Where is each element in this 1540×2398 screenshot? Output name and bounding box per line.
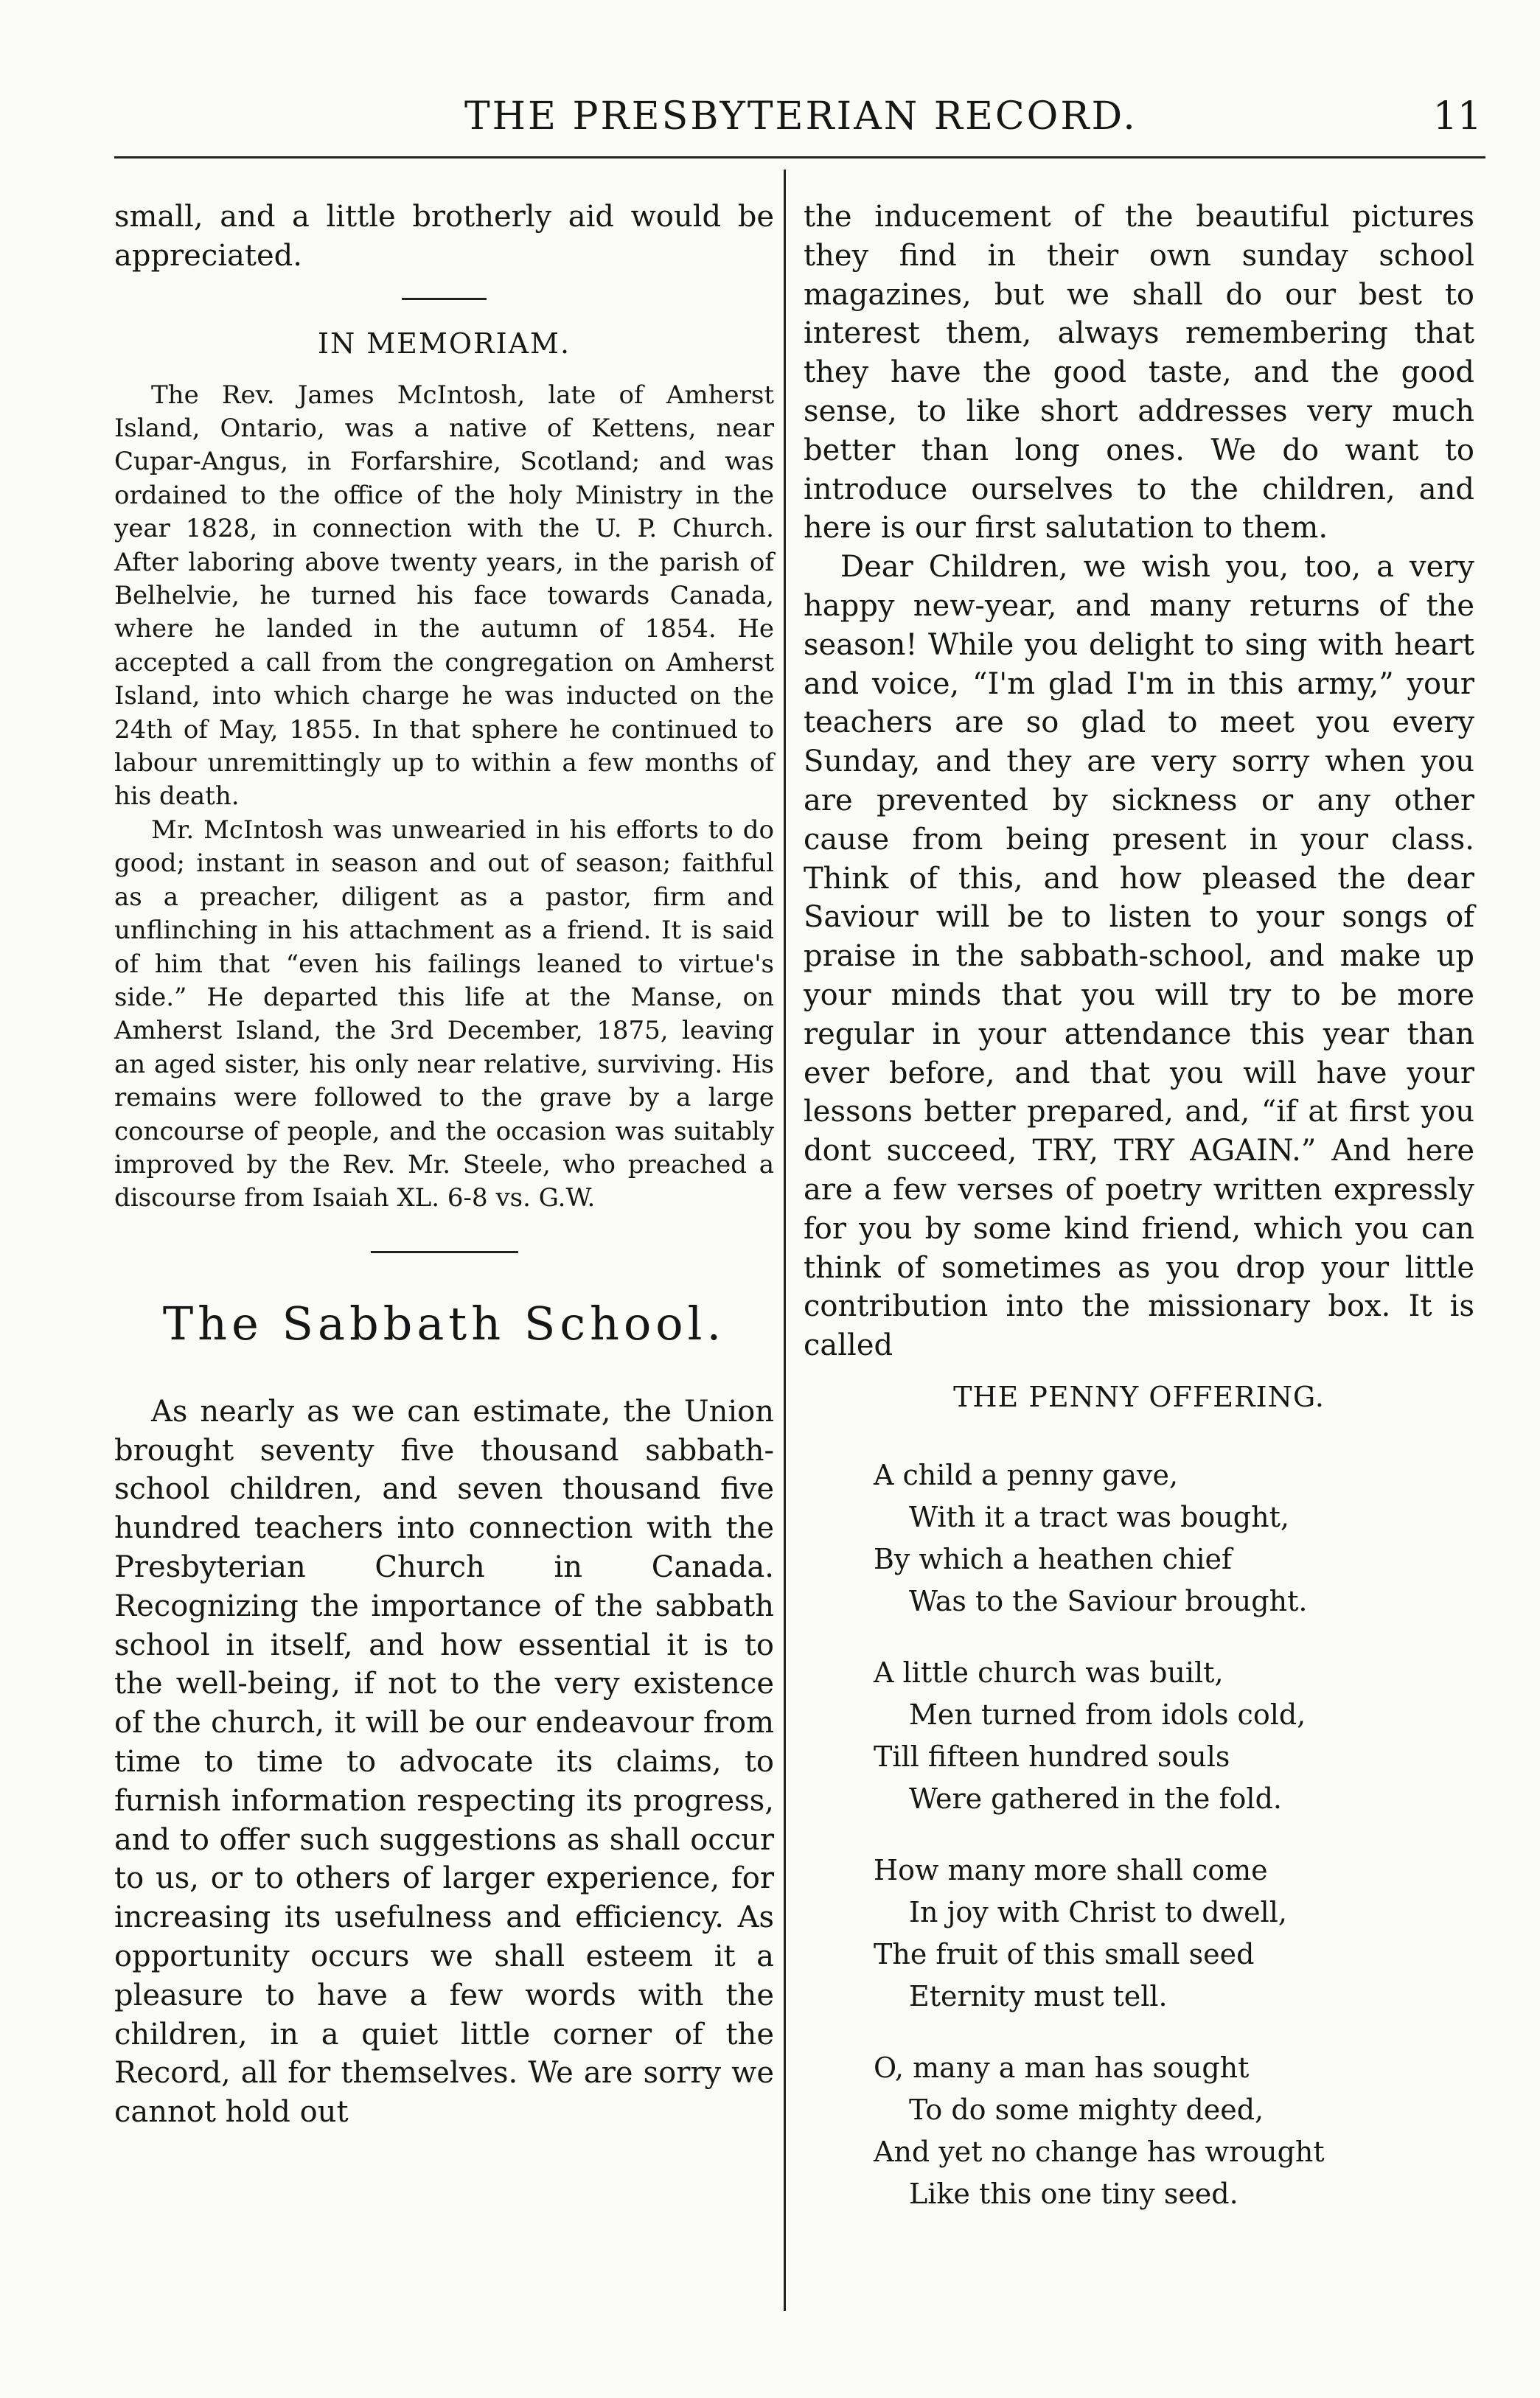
poem-line: In joy with Christ to dwell, xyxy=(909,1895,1287,1928)
poem-line: Till fifteen hundred souls xyxy=(874,1740,1230,1773)
section-divider xyxy=(371,1251,518,1253)
poem-line: By which a heathen chief xyxy=(874,1542,1233,1575)
poem-line: Men turned from idols cold, xyxy=(909,1698,1306,1731)
poem-line: Was to the Saviour brought. xyxy=(909,1584,1308,1617)
intro-paragraph: small, and a little brotherly aid would be appreciated. xyxy=(114,200,774,273)
poem-stanza xyxy=(874,2047,1474,2215)
poem-line: A child a penny gave, xyxy=(874,1458,1179,1491)
poem-line: The fruit of this small seed xyxy=(874,1937,1255,1970)
section-divider xyxy=(402,298,487,300)
right-paragraph-1: the inducement of the beautiful pictures they find in their own sunday school magazines, but we shall do our best to interest them, always remembering that they have the good taste, and the good sense, to like short addresses very much better than long ones. We do want to introduce ourselves to the children, and here is our first salutation to them. xyxy=(804,200,1474,546)
dear-children-paragraph: Dear Children, we wish you, too, a very happy new-year, and many returns of the season! While you delight to sing with heart and voice, “I'm glad I'm in this army,” your teachers are so glad to meet you every Sunday, and they are very sorry when you are prevented by sickness or any other cause from being present in your class. Think of this, and how pleased the dear Saviour will be to listen to your songs of praise in the sabbath-school, and make up your minds that you will try to be more regular in your attendance this year than ever before, and that you will have your lessons better prepared, and, “if at first you dont succeed, TRY, TRY AGAIN.” And here are a few verses of poetry written expressly for you by some kind friend, which you can think of sometimes as you drop your little contribution into the missionary box. It is called xyxy=(804,550,1474,1363)
sabbath-school-heading: The Sabbath School. xyxy=(162,1296,726,1350)
memoriam-paragraph-1: The Rev. James McIntosh, late of Amherst Island, Ontario, was a native of Kettens, near Cupar-Angus, in Forfarshire, Scotland; and was ordained to the office of the holy Ministry in the year 1828, in connection with the U. P. Church. After laboring above twenty years, in the parish of Belhelvie, he turned his face towards Canada, where he landed in the autumn of 1854. He accepted a call from the congregation on Amherst Island, into which charge he was inducted on the 24th of May, 1855. In that sphere he continued to labour unremittingly up to within a few months of his death. xyxy=(114,380,774,812)
poem-stanza xyxy=(874,1454,1474,1623)
poem-title: THE PENNY OFFERING. xyxy=(953,1380,1325,1413)
poem xyxy=(804,1454,1474,2215)
poem-line: Like this one tiny seed. xyxy=(909,2177,1238,2210)
page-header xyxy=(118,94,1482,146)
poem-line: To do some mighty deed, xyxy=(909,2093,1264,2126)
memoriam-heading: IN MEMORIAM. xyxy=(317,327,571,360)
poem-line: O, many a man has sought xyxy=(874,2051,1250,2084)
poem-line: Were gathered in the fold. xyxy=(909,1782,1282,1815)
sabbath-school-paragraph: As nearly as we can estimate, the Union brought seventy five thousand sabbath-school children, and seven thousand five hundred teachers into connection with the Presbyterian Church in Canada. Recognizing the importance of the sabbath school in itself, and how essential it is to the well-being, if not to the very existence of the church, it will be our endeavour from time to time to advocate its claims, to furnish information respecting its progress, and to offer such suggestions as shall occur to us, or to others of larger experience, for increasing its usefulness and efficiency. As opportunity occurs we shall esteem it a pleasure to have a few words with the children, in a quiet little corner of the Record, all for themselves. We are sorry we cannot hold out xyxy=(114,1394,774,2130)
running-title: THE PRESBYTERIAN RECORD. xyxy=(464,94,1137,139)
poem-stanza xyxy=(874,1652,1474,1820)
poem-line: And yet no change has wrought xyxy=(874,2135,1325,2168)
page-number: 11 xyxy=(1432,94,1482,139)
poem-line: How many more shall come xyxy=(874,1853,1268,1886)
poem-line: With it a tract was bought, xyxy=(909,1500,1289,1533)
poem-line: A little church was built, xyxy=(874,1656,1224,1689)
right-column xyxy=(804,198,1474,2245)
header-rule xyxy=(114,156,1485,158)
left-column xyxy=(114,198,774,2132)
memoriam-paragraph-2: Mr. McIntosh was unwearied in his efforts to do good; instant in season and out of season; faithful as a preacher, diligent as a pastor, firm and unflinching in his attachment as a friend. It is said of him that “even his failings leaned to virtue's side.” He departed this life at the Manse, on Amherst Island, the 3rd December, 1875, leaving an aged sister, his only near relative, surviving. His remains were followed to the grave by a large concourse of people, and the occasion was suitably improved by the Rev. Mr. Steele, who preached a discourse from Isaiah XL. 6-8 vs. G.W. xyxy=(114,815,774,1213)
poem-stanza xyxy=(874,1850,1474,2018)
poem-line: Eternity must tell. xyxy=(909,1979,1168,2012)
column-divider xyxy=(784,170,786,2311)
